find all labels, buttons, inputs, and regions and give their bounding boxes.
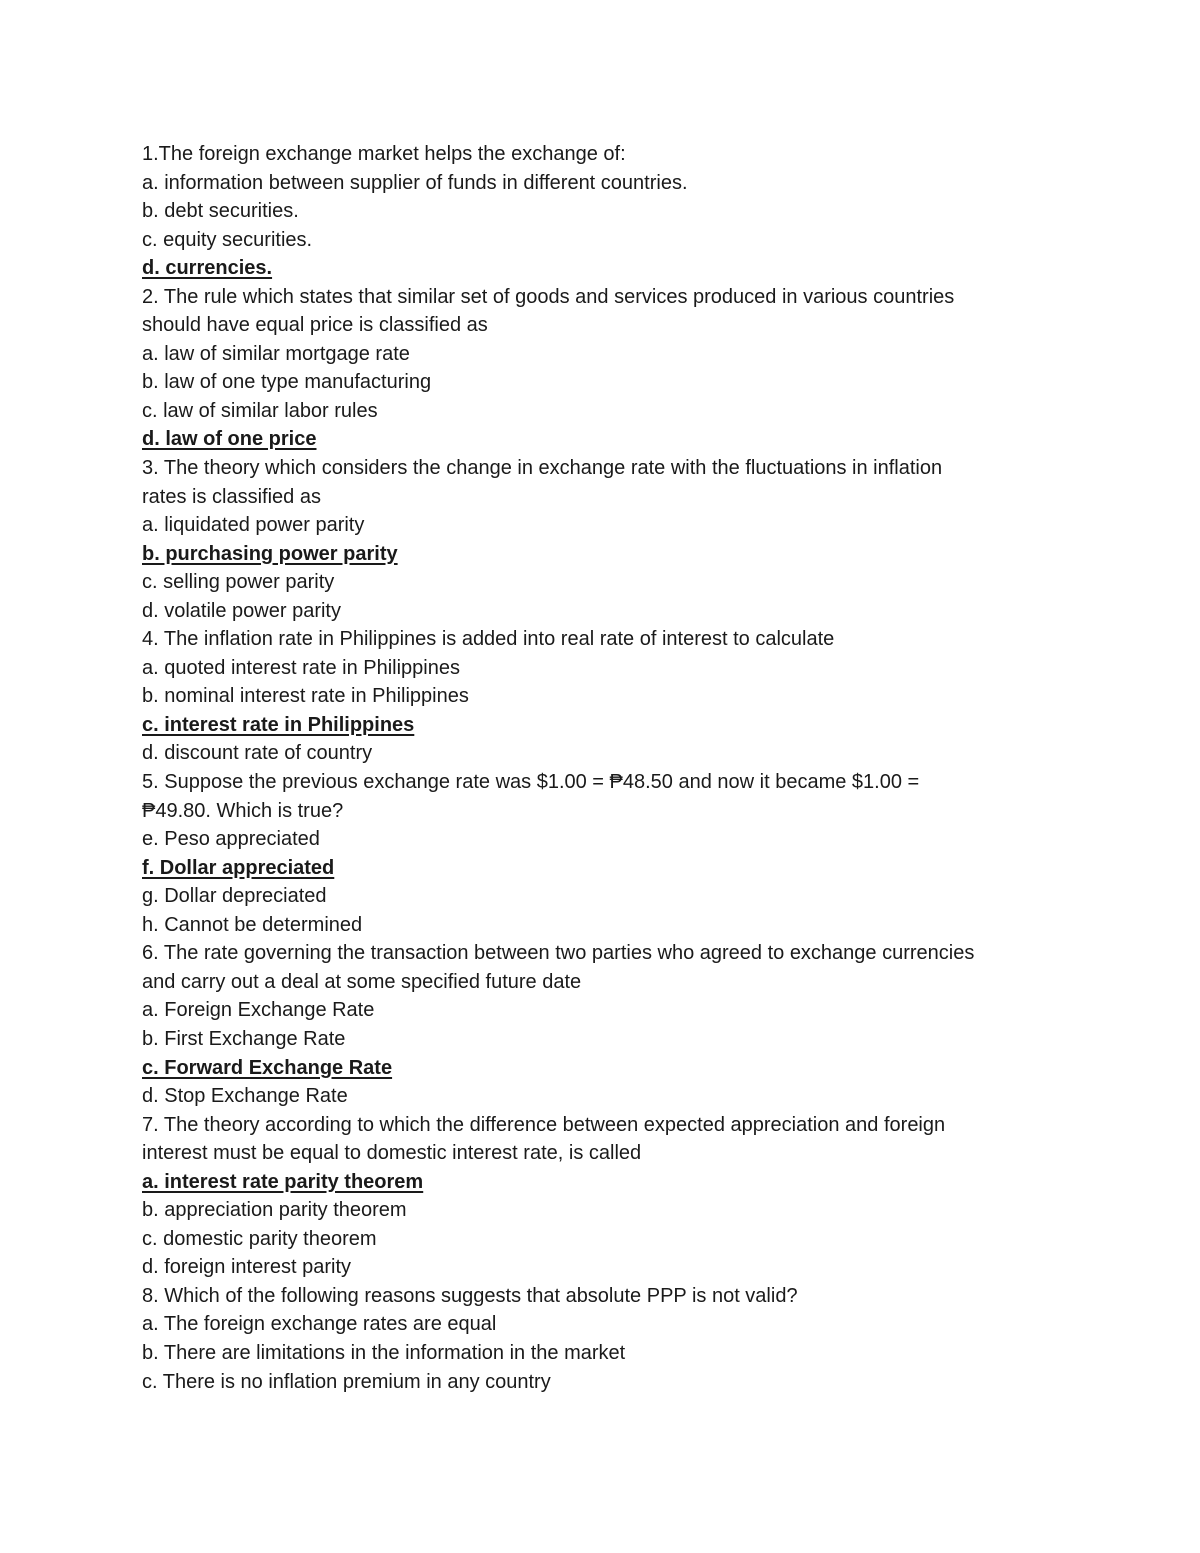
- correct-answer-option: f. Dollar appreciated: [142, 856, 335, 879]
- question-text: 4. The inflation rate in Philippines is added into real rate of interest to calculate: [142, 628, 835, 651]
- answer-option: b. First Exchange Rate: [142, 1027, 346, 1050]
- question-text: 5. Suppose the previous exchange rate was $1.00 = ₱48.50 and now it became $1.00 = ₱49.80. Which is true?: [142, 771, 920, 822]
- correct-answer-option: c. Forward Exchange Rate: [142, 1056, 393, 1079]
- answer-option: b. debt securities.: [142, 200, 299, 223]
- answer-option: b. There are limitations in the information in the market: [142, 1341, 626, 1364]
- answer-option: c. equity securities.: [142, 228, 313, 251]
- answer-option: e. Peso appreciated: [142, 828, 320, 851]
- question-block: [142, 939, 982, 1110]
- correct-answer-option: d. currencies.: [142, 257, 273, 280]
- question-text: 1.The foreign exchange market helps the exchange of:: [142, 143, 626, 165]
- answer-option: d. foreign interest parity: [142, 1256, 351, 1279]
- answer-option: c. law of similar labor rules: [142, 399, 378, 422]
- answer-option: a. Foreign Exchange Rate: [142, 999, 375, 1022]
- question-block: [142, 625, 982, 768]
- answer-option: d. discount rate of country: [142, 742, 373, 765]
- question-block: [142, 283, 982, 454]
- answer-option: a. The foreign exchange rates are equal: [142, 1313, 497, 1336]
- answer-option: a. law of similar mortgage rate: [142, 342, 410, 365]
- answer-option: d. Stop Exchange Rate: [142, 1085, 348, 1108]
- answer-option: a. quoted interest rate in Philippines: [142, 656, 460, 679]
- answer-option: a. liquidated power parity: [142, 514, 365, 537]
- question-block: [142, 768, 982, 939]
- answer-option: c. selling power parity: [142, 571, 335, 594]
- correct-answer-option: d. law of one price: [142, 428, 317, 451]
- question-text: 8. Which of the following reasons suggests that absolute PPP is not valid?: [142, 1284, 798, 1307]
- question-block: [142, 1282, 982, 1396]
- correct-answer-option: c. interest rate in Philippines: [142, 713, 415, 736]
- question-block: [142, 454, 982, 625]
- correct-answer-option: a. interest rate parity theorem: [142, 1170, 424, 1193]
- question-block: [142, 1111, 982, 1282]
- answer-option: c. There is no inflation premium in any country: [142, 1370, 551, 1393]
- answer-option: b. nominal interest rate in Philippines: [142, 685, 469, 708]
- answer-option: d. volatile power parity: [142, 599, 341, 622]
- question-text: 6. The rate governing the transaction between two parties who agreed to exchange currencies and carry out a deal at some specified future date: [142, 942, 975, 993]
- answer-option: c. domestic parity theorem: [142, 1227, 377, 1250]
- answer-option: b. law of one type manufacturing: [142, 371, 432, 394]
- correct-answer-option: b. purchasing power parity: [142, 542, 398, 565]
- question-text: 7. The theory according to which the difference between expected appreciation and foreign interest must be equal to domestic interest rate, is called: [142, 1113, 946, 1165]
- question-block: [142, 140, 982, 283]
- answer-option: a. information between supplier of funds in different countries.: [142, 171, 688, 194]
- answer-option: h. Cannot be determined: [142, 913, 363, 936]
- question-text: 3. The theory which considers the change in exchange rate with the fluctuations in inflation rates is classified as: [142, 457, 943, 508]
- answer-option: b. appreciation parity theorem: [142, 1199, 407, 1222]
- question-text: 2. The rule which states that similar set of goods and services produced in various countries should have equal price is classified as: [142, 285, 955, 337]
- document-page: [142, 140, 982, 1396]
- answer-option: g. Dollar depreciated: [142, 885, 327, 908]
